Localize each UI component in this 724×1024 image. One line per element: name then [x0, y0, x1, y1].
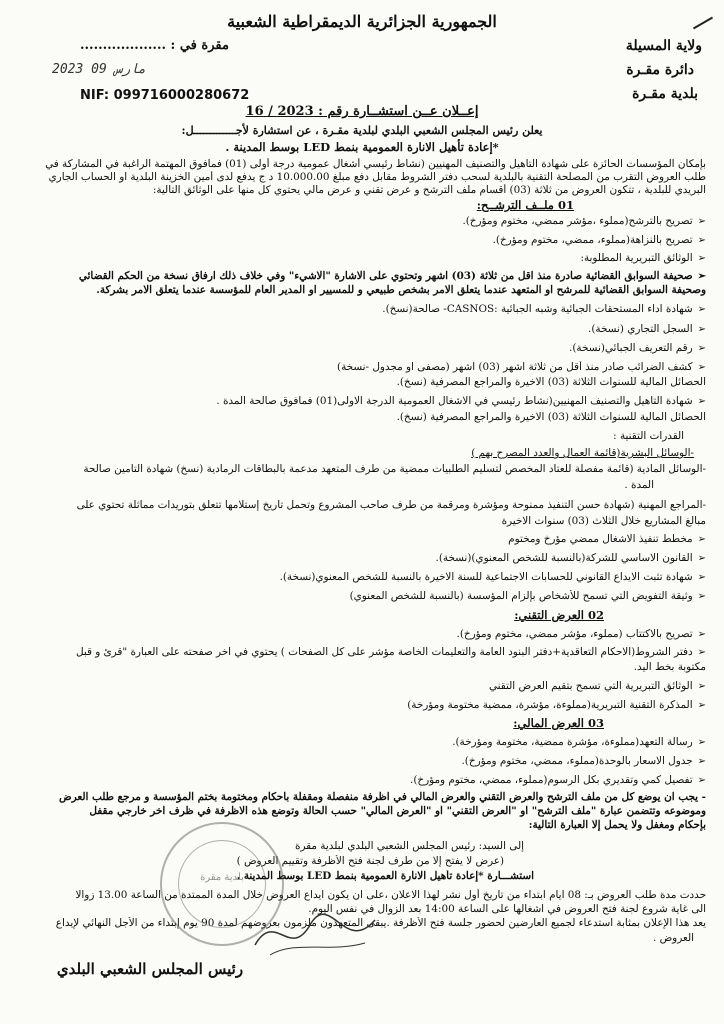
envelope-instructions: وموضوعه وتتضمن عبارة "ملف الترشح" او "العرض التقني" او "العرض المالي" حسب الحالة وتوضع هذه الاظرفة في ظرف اخر خارجي مقفل	[89, 805, 706, 817]
address-line: (عرض لا يفتح إلا من طرف لجنة فتح الأظرفة وتقييم العروض )	[236, 855, 504, 867]
deadline-line: حددت مدة طلب العروض بـ: 08 ايام ابتداء من تاريخ أول نشر لهذا الاعلان ،على ان يكون ايداع العروض خلال المدة الممتدة من الساعة 13.00 زوالا	[75, 889, 706, 901]
list-item-cont: مكتوبة بخط اليد.	[633, 661, 706, 673]
location-date-label: مقرة في : ...................	[80, 38, 229, 53]
stamp-text: بلدية مقرة	[200, 872, 244, 883]
announcement-title: إعــلان عــن استشــارة رقم : 2023 / 16	[245, 104, 479, 119]
list-item: ➢ تصريح بالنزاهة(مملوء، ممضي، مختوم ومؤرخ).	[14, 234, 706, 247]
capacity-material-cont: المدة .	[624, 479, 654, 491]
body-line: طلب العروض التقرب من المصلحة التقنية بالبلدية لسحب دفتر الشروط مقابل دفع مبلغ 10.000.00 د ج يدفع لدى أمين الخزينة البلدية او الحساب الجاري	[48, 171, 706, 183]
list-item: ➢ مخطط تنفيذ الاشغال ممضي مؤرخ ومختوم	[14, 533, 706, 546]
section-title-technical: 02 العرض التقني:	[514, 609, 604, 622]
list-item: ➢ السجل التجاري (نسخة).	[14, 323, 706, 336]
capacity-references: -المراجع المهنية (شهادة حسن التنفيذ ممنوحة ومؤشرة ومرقمة من طرف صاحب المشروع وتحمل تاريخ إستلامها تتعلق بتوريدات مماثلة تحتوي على	[76, 499, 706, 511]
capacity-references-cont: مبالغ المشاريع خلال الثلاث (03) سنوات الاخيرة	[501, 515, 706, 527]
wilaya-label: ولاية المسيلة	[625, 38, 702, 54]
intro-line: يعلن رئيس المجلس الشعبي البلدي لبلدية مقـرة ، عن استشارة لأجـــــــــــــل:	[181, 124, 543, 137]
address-line: إلى السيد: رئيس المجلس الشعبي البلدي لبلدية مقرة	[295, 840, 524, 852]
list-item: ➢ المذكرة التقنية التبريرية(مملوءة، مؤشرة، ممضية مختومة ومؤرخة)	[14, 699, 706, 712]
body-line: البريدي للبلدية ، تتكون العروض من ثلاثة (03) أقسام ملف الترشح و عرض تقني و عرض مالي يحتوي كل منها على الوثائق التالية:	[152, 184, 706, 196]
list-item-cont: الحصائل المالية للسنوات الثلاثة (03) الاخيرة والمراجع المصرفية (نسخ).	[396, 411, 706, 423]
list-item: ➢ جدول الاسعار بالوحدة(مملوء، ممضي، مختوم ومؤرخ).	[14, 755, 706, 768]
list-item: ➢ صحيفة السوابق القضائية صادرة منذ اقل من ثلاثة (03) اشهر وتحتوي على الاشارة "الاشيء" وفي خلاف ذلك ارفاق نسخة من الحكم القضائي	[14, 270, 706, 283]
list-item: ➢ الوثائق التبريرية المطلوبة:	[14, 252, 706, 265]
section-title-candidacy: 01 ملــف الترشــح:	[476, 199, 574, 212]
list-item: ➢ شهادة التأهيل والتصنيف المهنيين(نشاط رئيسي في الاشغال العمومية الدرجة الاولى(01) فمافوق صالحة المدة .	[14, 395, 706, 408]
list-item: ➢ القانون الاساسي للشركة(بالنسبة للشخص المعنوي)(نسخة).	[14, 552, 706, 565]
project-title: *إعادة تأهيل الانارة العمومية بنمط LED بوسط المدينة .	[225, 140, 499, 154]
deadline-line: يعد هذا الإعلان بمثابة استدعاء لجميع العارضين لحضور جلسة فتح الأظرفة .يبقى المتعهدون ملزمون بعروضهم لمدة 90 يوم إبتداء من الأجل النهائي لإيداع	[55, 917, 706, 929]
capacity-material: -الوسائل المادية (قائمة مفصلة للعتاد المخصص لتسليم الطلبيات ممضية من طرف المتعهد مدعمة بالبطاقات الرمادية (نسخ) شهادة التأمين صالحة	[83, 463, 706, 475]
list-item: ➢ شهادة تثبت الايداع القانوني للحسابات الاجتماعية للسنة الاخيرة بالنسبة للشخص المعنوي(نسخة).	[14, 571, 706, 584]
handwritten-date: 2023 مارس 09	[52, 62, 146, 77]
commune-label: بلدية مقـرة	[632, 86, 698, 102]
daira-label: دائرة مقـرة	[626, 62, 694, 78]
list-item: ➢ رسالة التعهد(مملوءة، مؤشرة ممضية، مختومة ومؤرخة).	[14, 736, 706, 749]
envelope-instructions: بإحكام ومغفل ولا يحمل إلا العبارة التالية:	[528, 819, 706, 831]
list-item: ➢ تصريح بالاكتتاب (مملوء، مؤشر ممضي، مختوم ومؤرخ).	[14, 628, 706, 641]
signature-title: رئيس المجلس الشعبي البلدي	[56, 960, 244, 978]
deadline-line: العروض .	[653, 932, 694, 944]
republic-heading: الجمهورية الجزائرية الديمقراطية الشعبية	[227, 12, 497, 31]
list-item: ➢ الوثائق التبريرية التي تسمح بتقيم العرض التقني	[14, 680, 706, 693]
nif-number: NIF: 099716000280672	[80, 88, 250, 103]
envelope-instructions: - يجب ان يوضع كل من ملف الترشح والعرض التقني والعرض المالي في اظرفة منفصلة ومقفلة باحكام ومختومة بختم المؤسسة و مرجع طلب العرض	[59, 791, 706, 803]
signature-scribble	[250, 905, 380, 965]
capacities-title: القدرات التقنية :	[613, 430, 684, 442]
list-item: ➢ رقم التعريف الجبائي(نسخة).	[14, 342, 706, 355]
list-item: ➢ وثيقة التفويض التي تسمح للأشخاص بإلزام المؤسسة (بالنسبة للشخص المعنوي)	[14, 590, 706, 603]
capacity-human: -الوسائل البشرية(قائمة العمال والعدد المصرح بهم )	[471, 447, 694, 459]
address-line: استشـــارة *إعادة تأهيل الانارة العمومية بنمط LED بوسط المدينة .	[236, 870, 534, 882]
body-line: بإمكان المؤسسات الحائزة على شهادة التأهيل والتصنيف المهنيين (نشاط رئيسي أشغال عمومية درجة أولى (01) فمافوق المهتمة الراغبة في المشاركة في	[45, 158, 706, 170]
list-item: ➢ دفتر الشروط(الاحكام التعاقدية+دفتر البنود العامة والتعليمات الخاصة مؤشر على كل الصفحات ) يحتوي في اخر صفحته على العبارة "قرئ و قبل	[14, 646, 706, 659]
list-item: ➢ شهادة اداء المستحقات الجبائية وشبه الجبائية :CASNOS- صالحة(نسخ).	[14, 303, 706, 316]
list-item-cont: وصحيفة السوابق القضائية للمرشح او المتعهد عندما يتعلق الامر بشخص طبيعي و للمسيير او المدير العام للمؤسسة عندما يتعلق الامر بشركة.	[96, 284, 706, 296]
list-item: ➢ تفصيل كمي وتقديري بكل الرسوم(مملوء، ممضي، مختوم ومؤرخ).	[14, 774, 706, 787]
list-item: ➢ كشف الضرائب صادر منذ أقل من ثلاثة اشهر (03) اشهر (مصفى او مجدول -نسخة)	[14, 361, 706, 374]
section-title-financial: 03 العرض المالي:	[513, 717, 604, 730]
list-item: ➢ تصريح بالترشح(مملوء ،مؤشر ممضي، مختوم ومؤرخ).	[14, 215, 706, 228]
list-item-cont: الحصائل المالية للسنوات الثلاثة (03) الاخيرة والمراجع المصرفية (نسخ).	[396, 376, 706, 388]
deadline-line: الى غاية شروع لجنة فتح العروض في اشغالها على الساعة 14:00 بعد الزوال في نفس اليوم.	[308, 903, 706, 915]
